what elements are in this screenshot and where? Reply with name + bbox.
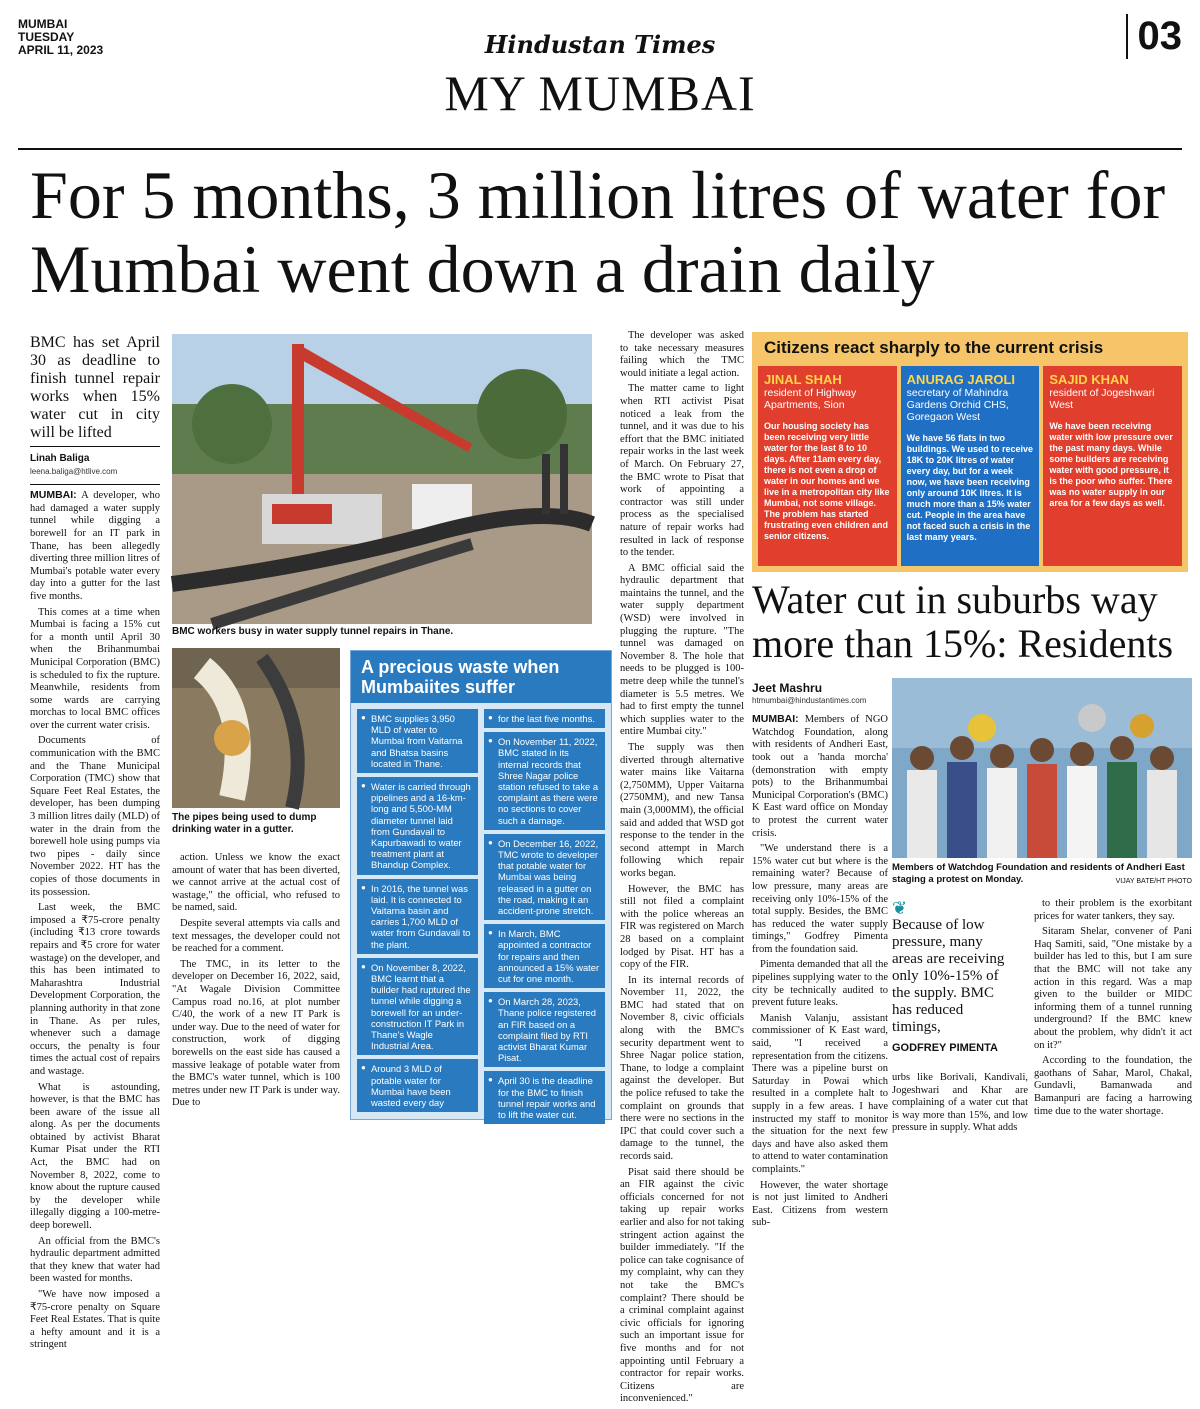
citizen-name: ANURAG JAROLI — [906, 372, 1016, 387]
page-number: 03 — [1126, 14, 1183, 59]
body-paragraph: "We have now imposed a ₹75-crore penalty on Square Feet Real Estates. That is quite a hefty amount and it is a stringent — [30, 1289, 160, 1351]
protest-photo-caption: Members of Watchdog Foundation and residents of Andheri East staging a protest on Monday. — [892, 862, 1185, 885]
infobox-bullet: ● BMC supplies 3,950 MLD of water to Mumbai from Vaitarna and Bhatsa basins located in Thane. — [357, 709, 478, 773]
body-paragraph: MUMBAI: Members of NGO Watchdog Foundation, along with residents of Andheri East, took out a 'handa morcha' (demonstration with empty pots) to the Brihanmumbai Municipal Corporation's (BMC) K East ward office on Monday to protest the current water crisis. — [752, 713, 888, 839]
main-headline: For 5 months, 3 million litres of water for Mumbai went down a drain daily — [30, 157, 1166, 307]
pipes-photo — [172, 648, 340, 808]
pipes-photo-caption: The pipes being used to dump drinking water in a gutter. — [172, 812, 317, 835]
dateline-day: TUESDAY — [18, 30, 75, 44]
tunnel-photo-caption: BMC workers busy in water supply tunnel repairs in Thane. — [172, 626, 454, 637]
second-col2-text: urbs like Borivali, Kandivali, Jogeshwari and Khar are complaining of a water cut that is way more than 15%, and low pressure in supply. What adds — [892, 1072, 1028, 1134]
main-byline: Linah Baliga — [30, 453, 90, 464]
citizens-react-box — [752, 332, 1188, 572]
citizen-quote: We have 56 flats in two buildings. We used to receive 18K to 20K litres of water every day, but for a week now, we have been receiving only around 10K litres. It is much more than a 15% water cut. People in the area have not faced such a crisis in the last many years. — [906, 433, 1034, 542]
infobox-title: A precious waste when Mumbaiites suffer — [351, 651, 611, 703]
dateline-word: MUMBAI: — [752, 713, 799, 726]
body-paragraph: In its internal records of November 11, 2022, the BMC had stated that on November 8, civic officials along with the BMC's security department went to Shree Nagar police station, Thane, to lodge a complaint against the developer. But the police refused to take the complaint on grounds that there were no sections in the IPC that could cover such a damage to the tunnel, the records said. — [620, 974, 744, 1162]
body-paragraph: Documents of communication with the BMC and the Thane Municipal Corporation (TMC) show that Square Feet Real Estates, the developer, has been dumping 3 million litres daily (MLD) of water in the drain from the borewell hole using pumps via two pipes - daily since November 2022. HT has the copies of those documents in its possession. — [30, 735, 160, 898]
body-paragraph: However, the BMC has still not filed a complaint with the police whereas an FIR was registered on March 28 based on a complaint lodged by Pisat. HT has a copy of the FIR. — [620, 883, 744, 971]
infobox-right-column — [484, 709, 605, 1128]
body-paragraph: The matter came to light when RTI activist Pisat noticed a leak from the tunnel, and it was due to his effort that the BMC initiated repair works in the last week of March. On February 27, the BMC wrote to Pisat that work of appointing a contractor was still under process as the specialised nature of repair works had resulted in lack of response to the tender. — [620, 383, 744, 559]
pipes-photo-art — [172, 648, 340, 808]
infobox-bullet: ● On November 11, 2022, BMC stated in its internal records that Shree Nagar police station refused to take a complaint as there were no sections to cover such a damage. — [484, 732, 605, 830]
pullquote-text: Because of low pressure, many areas are receiving only 10%-15% of the supply. BMC has reduced timings, — [892, 917, 1005, 1035]
infobox-bullet: ● On March 28, 2023, Thane police registered an FIR based on a complaint filed by RTI activist Bharat Kumar Pisat. — [484, 992, 605, 1067]
body-paragraph: "We understand there is a 15% water cut but where is the remaining water? Because of low pressure, many areas are receiving only 10%-15% of the total supply. Besides, the BMC has reduced the water supply timings," Godfrey Pimenta from the foundation said. — [752, 843, 888, 955]
body-paragraph: According to the foundation, the gaothans of Sahar, Marol, Chakal, Gundavli, Bamanwada and Bamanpuri are facing a harrowing time due to the water shortage. — [1034, 1055, 1192, 1117]
protest-photo — [892, 678, 1192, 858]
main-body-col1 — [30, 489, 160, 1352]
body-paragraph: The TMC, in its letter to the developer on December 16, 2022, said, "At Wagale Division Committee Campus road no.16, at plot number C/40, the work of a new IT Park is under way. Due to the need of water for construction, work of digging borewells on the east side has caused a massive leakage of potable water from the BMC's water tunnel, which is 100 metres under new IT Park is under way. Due to — [172, 958, 340, 1109]
divider — [30, 484, 160, 485]
second-column-1 — [752, 676, 888, 1233]
citizen-desc: resident of Highway Apartments, Sion — [764, 387, 857, 411]
main-column-3 — [620, 330, 744, 1409]
second-column-2 — [892, 1072, 1028, 1138]
infobox-left-column — [357, 709, 478, 1128]
body-paragraph: However, the water shortage is not just limited to Andheri East. Citizens from western sub- — [752, 1179, 888, 1229]
dateline-city: MUMBAI — [18, 17, 68, 31]
main-kicker: BMC has set April 30 as deadline to finish tunnel repair works when 15% water cut in city will be lifted — [30, 334, 160, 441]
main-body-col2 — [172, 852, 340, 1110]
infobox-bullet: ● On November 8, 2022, BMC learnt that a builder had ruptured the tunnel while digging a borewell for an under-construction IT Park in Thane's Wagle Industrial Area. — [357, 958, 478, 1056]
body-paragraph: Pisat said there should be an FIR against the civic officials concerned for not taking up repair works earlier and also for not taking stringent action against the builder immediately. "If the police can take cognisance of my complaint, why can they not take the BMC's complaint? There should be a criminal complaint against civic officials for ignoring such an important issue for five months and for not appointing until February a contractor for repair works. Citizens are inconvenienced." — [620, 1166, 744, 1405]
infobox-bullet: ● Water is carried through pipelines and a 16-km-long and 5,500-MM diameter tunnel laid from Gundavali to Kapurbawadi to water treatment plant at Bhandup Complex. — [357, 777, 478, 875]
infobox-bullet: ● On December 16, 2022, TMC wrote to developer that potable water for Mumbai was being released in a gutter on the road, making it an accident-prone stretch. — [484, 834, 605, 920]
body-paragraph: What is astounding, however, is that the BMC has been aware of the issue all along. As per the documents obtained by activist Bharat Kumar Pisat under the RTI Act, the BMC had on November 8, 2022, come to know about the rupture caused by the developer while illegally digging a 100-metre-deep borewell. — [30, 1081, 160, 1232]
photo-credit: VIJAY BATE/HT PHOTO — [1115, 878, 1192, 885]
second-byline: Jeet Mashru — [752, 681, 823, 695]
second-body-col3 — [1034, 898, 1192, 1118]
body-paragraph: A BMC official said the hydraulic department that maintains the tunnel, and the water supply department (WSD) were involved in plugging the rupture. "The tunnel was damaged on November 8. The hole that needs to be plugged is 100-metre deep while the tunnel's diameter is 5.5 metres. We had to first empty the tunnel which supplies water to the entire Mumbai city." — [620, 562, 744, 738]
dateline-date: APRIL 11, 2023 — [18, 43, 104, 57]
pullquote — [892, 900, 1012, 1057]
citizen-cards — [758, 366, 1182, 566]
citizen-desc: resident of Jogeshwari West — [1049, 387, 1155, 411]
body-paragraph: Pimenta demanded that all the pipelines supplying water to the city be technically audited to prevent future leaks. — [752, 959, 888, 1009]
body-paragraph: Sitaram Shelar, convener of Pani Haq Samiti, said, "One mistake by a builder has led to this, but I am sure that the BMC will not take any action in this regard. Was a map given to the builder or MIDC informing them of a tunnel running underground? If the BMC knew about the problem, why didn't it act on it?" — [1034, 926, 1192, 1051]
divider — [30, 446, 160, 447]
main-email: leena.baliga@htlive.com — [30, 466, 118, 476]
protest-photo-art — [892, 678, 1192, 858]
masthead — [0, 0, 1200, 120]
citizen-card — [758, 366, 897, 566]
body-paragraph: The developer was asked to take necessary measures failing which the TMC would initiate a legal action. — [620, 330, 744, 379]
body-paragraph: action. Unless we know the exact amount of water that has been diverted, we cannot arrive at the actual cost of wastage," the official, who refused to be named, said. — [172, 852, 340, 914]
dateline-word: MUMBAI: — [30, 489, 77, 502]
body-paragraph: Manish Valanju, assistant commissioner of K East ward, said, "I received a representation from the citizens. There was a pipeline burst on Saturday in Powai which resulted in a complete halt to supply in a few areas. I have instructed my staff to monitor the situation for the next few days and have also asked them to attend to water contamination complaints." — [752, 1012, 888, 1175]
second-headline: Water cut in suburbs way more than 15%: Residents — [752, 577, 1174, 666]
infobox-bullet: ● In 2016, the tunnel was laid. It is connected to Vaitarna basin and carries 1,700 MLD of water from Gundavali to the plant. — [357, 879, 478, 954]
body-paragraph: An official from the BMC's hydraulic department admitted that they knew that water had been wasted for months. — [30, 1235, 160, 1285]
citizen-quote: Our housing society has been receiving very little water for the last 8 to 10 days. After 11am every day, there is not even a drop of water in our homes and we live in a metropolitan city like Mumbai, not some village. The problem has started frustrating even children and senior citizens. — [764, 421, 890, 541]
leaf-icon: ❦ — [892, 898, 908, 918]
body-paragraph: The supply was then diverted through alternative water mains like Vaitarna (2,750MM), Upper Vaitarna (2750MM), and new Tansa main (3,000MM), the official said and added that WSD got response to the tender in the second attempt in March following which repair works began. — [620, 742, 744, 879]
main-body-col3 — [620, 330, 744, 1406]
body-paragraph: Despite several attempts via calls and text messages, the developer could not be reached for a comment. — [172, 917, 340, 955]
pullquote-attribution: GODFREY PIMENTA — [892, 1042, 998, 1054]
citizen-card — [901, 366, 1040, 566]
citizen-desc: secretary of Mahindra Gardens Orchid CHS, Goregaon West — [906, 387, 1009, 423]
second-email: htmumbai@hindustantimes.com — [752, 695, 867, 705]
body-paragraph: This comes at a time when Mumbai is facing a 15% cut for a month until April 30 when the Brihanmumbai Municipal Corporation (BMC) is scheduled to fix the rupture. Meanwhile, residents from some wards are carrying morchas to local BMC offices over the current water crisis. — [30, 606, 160, 731]
citizen-quote: We have been receiving water with low pressure over the past many days. While some builders are receiving water with good pressure, it is the poor who suffer. There was no water supply in our area for a few days as well. — [1049, 421, 1173, 508]
citizen-name: SAJID KHAN — [1049, 372, 1129, 387]
newspaper-brand: Hindustan Times — [484, 30, 716, 59]
section-title: MY MUMBAI — [444, 65, 756, 121]
citizen-card — [1043, 366, 1182, 566]
body-paragraph: to their problem is the exorbitant prices for water tankers, they say. — [1034, 898, 1192, 922]
masthead-rule — [18, 148, 1182, 150]
infobox-bullet: ● Around 3 MLD of potable water for Mumbai have been wasted every day — [357, 1059, 478, 1112]
infobox-bullet: ● In March, BMC appointed a contractor for repairs and then announced a 15% water cut for one month. — [484, 924, 605, 988]
main-column-2 — [172, 852, 340, 1113]
second-column-3 — [1034, 898, 1192, 1121]
tunnel-repair-photo — [172, 334, 592, 624]
citizens-title: Citizens react sharply to the current crisis — [764, 338, 1104, 357]
infobox-bullet: ● for the last five months. — [484, 709, 605, 728]
tunnel-repair-photo-art — [172, 334, 592, 624]
precious-waste-box — [350, 650, 612, 1120]
infobox-bullet: ● April 30 is the deadline for the BMC to finish tunnel repair works and to lift the water cut. — [484, 1071, 605, 1124]
main-column-1 — [30, 334, 160, 1355]
body-paragraph: Last week, the BMC imposed a ₹75-crore penalty (including ₹13 crore towards repairs and ₹5 crore for water wastage) on the developer, and this has been intimated to Maharashtra Industrial Development Corporation, the planning authority in that zone in Thane. As per rules, whenever such a damage occurs, the penalty is four times the actual cost of repairs and wastage. — [30, 902, 160, 1077]
body-paragraph: MUMBAI: A developer, who had damaged a water supply tunnel while digging a borewell for an IT park in Thane, has been allegedly diverting three million litres of Mumbai's potable water every day into a gutter for the last five months. — [30, 489, 160, 602]
citizen-name: JINAL SHAH — [764, 372, 842, 387]
second-body-col1 — [752, 713, 888, 1230]
